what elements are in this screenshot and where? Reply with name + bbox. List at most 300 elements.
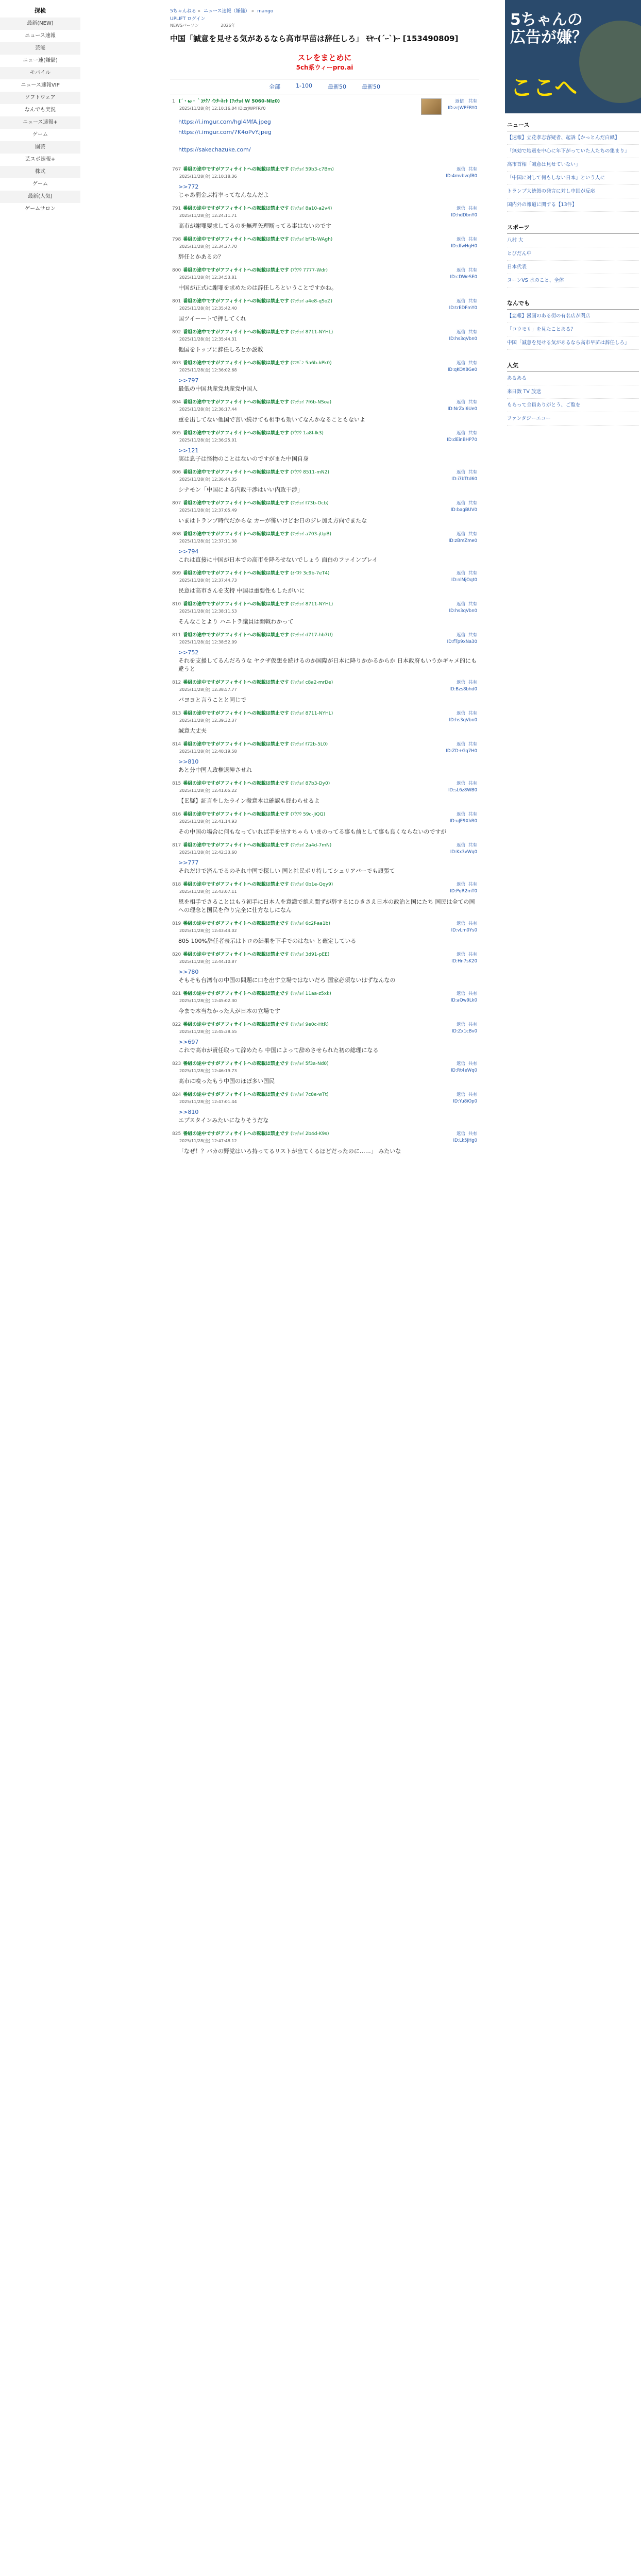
post-header (172, 469, 329, 483)
post-body: >>777 それだけで済んでるのそれ中国で探しい 国と社民ポリ持してシュリアバーでも頑張て (178, 859, 395, 874)
reply-button[interactable]: 返信 (456, 167, 465, 172)
post-body: >>697 これで高市が責任取って辞めたら 中国によって辞めさせられた初の総理になる (178, 1039, 379, 1054)
breadcrumb-board[interactable]: ニュース速報（嫌儲） (204, 9, 250, 14)
nav-item[interactable]: 最新(NEW) (0, 18, 80, 30)
post-id[interactable]: ID:dEinBHP70 (447, 437, 477, 443)
poster-name: 番組の途中ですがアフィサイトへの転載は禁止です (183, 882, 289, 887)
tab-latest50-b[interactable]: 最新50 (361, 83, 380, 90)
reply-button[interactable]: 返信 (456, 470, 465, 475)
poster-name: 番組の途中ですがアフィサイトへの転載は禁止です (183, 167, 289, 172)
left-navigation (0, 0, 80, 2576)
op-meta (172, 98, 477, 115)
misc-item[interactable]: 「コウモリ」を見たことある？ (507, 323, 639, 336)
op-link[interactable]: https://i.imgur.com/hgl4MfA.jpeg (178, 118, 271, 125)
share-button[interactable]: 共有 (468, 843, 477, 848)
nav-item[interactable]: ゲーム (32, 132, 48, 138)
post-date: 2025/11/28(金) 12:38:52.09 (179, 640, 237, 645)
post-number[interactable]: 810 (172, 602, 181, 607)
poster-trip: (ﾜｯﾁｮｲ 8711-NYHL) (290, 602, 333, 607)
reply-anchor-link[interactable]: >>697 (178, 1039, 199, 1045)
poster-trip: (ｱｳｱｳ 1a8f-lk3) (290, 431, 324, 436)
nav-item[interactable]: 芸能 (0, 42, 80, 55)
post-number[interactable]: 808 (172, 532, 181, 537)
poster-name: 番組の途中ですがアフィサイトへの転載は禁止です (183, 470, 289, 475)
hot-item[interactable]: もらって全員ありがとう、ご覧を (507, 399, 639, 412)
post-number[interactable]: 811 (172, 633, 181, 638)
post-date: 2025/11/28(金) 12:46:19.73 (179, 1069, 237, 1073)
share-button[interactable]: 共有 (468, 237, 477, 242)
reply-button[interactable]: 返信 (456, 532, 465, 537)
poster-trip: (ﾜｯﾁｮｲ 59b3-c7Bm) (290, 167, 334, 172)
poster-name: 番組の途中ですがアフィサイトへの転載は禁止です (183, 1131, 289, 1137)
post-body: いまはトランプ時代だからな カーが怖いけどお日のジレ加え方向でまたな (178, 517, 367, 524)
post-date: 2025/11/28(金) 12:36:44.35 (179, 477, 237, 482)
post-id[interactable]: ID:dfwHgH0 (451, 244, 477, 249)
sports-item[interactable]: 八村 大 (507, 234, 639, 247)
post-id[interactable]: ID:aQw9Lk0 (450, 998, 477, 1003)
post-date: 2025/11/28(金) 12:35:44.31 (179, 337, 237, 342)
sports-list (507, 234, 639, 287)
nav-item[interactable]: ニュース速報VIP (21, 82, 60, 88)
poster-name: 番組の途中ですがアフィサイトへの転載は禁止です (183, 532, 289, 537)
post-number[interactable]: 822 (172, 1022, 181, 1027)
share-button[interactable]: 共有 (468, 206, 477, 211)
post-id[interactable]: ID:PqR2mT0 (450, 889, 477, 894)
post-number[interactable]: 800 (172, 268, 181, 273)
post-body: >>810 あと分中国人政権退陣させれ (178, 758, 252, 773)
share-button[interactable]: 共有 (468, 711, 477, 716)
post-header (172, 430, 324, 444)
post-number[interactable]: 804 (172, 400, 181, 405)
post-number[interactable]: 805 (172, 431, 181, 436)
post-id[interactable]: ID:Rt4eWq0 (451, 1068, 477, 1073)
post-actions (447, 811, 477, 825)
post (170, 676, 479, 707)
post-number[interactable]: 801 (172, 299, 181, 304)
share-button[interactable]: 共有 (468, 1092, 477, 1097)
share-button[interactable]: 共有 (468, 400, 477, 405)
post-body: 805 100%辞任者表示はトロの結果を下手でのはない と確定している (178, 938, 357, 944)
post-body: 国ツイーートで押してくれ (178, 315, 246, 322)
post-number[interactable]: 816 (172, 812, 181, 817)
reply-button[interactable]: 返信 (456, 431, 465, 436)
post-date: 2025/11/28(金) 12:38:11.53 (179, 609, 237, 614)
hot-list (507, 372, 639, 426)
post-actions (446, 298, 477, 312)
right-sidebar (505, 0, 641, 430)
post-header (172, 1092, 329, 1105)
news-item[interactable]: 「無効で地震を中心に年下がっていた人たちの集まり」 (507, 145, 639, 158)
post-meta (172, 1092, 477, 1105)
post-number[interactable]: 802 (172, 330, 181, 335)
post-body: シナモン「中国による内政干渉はいい内政干渉」 (178, 486, 303, 493)
reply-button[interactable]: 返信 (456, 882, 465, 887)
post-meta (172, 632, 477, 646)
banner-headline: 5ちゃんの 広告が嫌？ (510, 11, 587, 46)
post-number[interactable]: 823 (172, 1061, 181, 1066)
post-id[interactable]: ID:bagBUV0 (450, 507, 477, 513)
reply-button[interactable]: 返信 (456, 633, 465, 638)
post-meta (172, 680, 477, 693)
post-id[interactable]: ID:zrJWPFRY0 (448, 106, 477, 111)
post-actions (444, 430, 477, 444)
post-id[interactable]: ID:Yu8iOp0 (453, 1099, 477, 1104)
post-id[interactable]: ID:hs3qVbn0 (449, 336, 477, 342)
share-button[interactable]: 共有 (468, 431, 477, 436)
post-body: その中国の場合に何もなっていれば手を出すちゃら いまのってる事も前として事も良くならないのですが (178, 828, 447, 835)
post-date: 2025/11/28(金) 12:43:44.02 (179, 928, 237, 933)
share-button[interactable]: 共有 (468, 501, 477, 506)
post-number[interactable]: 819 (172, 921, 181, 926)
nav-item[interactable]: ニュース速報+ (0, 116, 80, 129)
reply-button[interactable]: 返信 (455, 99, 464, 104)
reply-button[interactable]: 返信 (456, 299, 465, 304)
post-id[interactable]: ID:uJE9XhR0 (449, 819, 477, 824)
post (170, 598, 479, 629)
reply-button[interactable]: 返信 (456, 843, 465, 848)
share-button[interactable]: 共有 (468, 1022, 477, 1027)
post-date: 2025/11/28(金) 12:34:27.70 (179, 244, 237, 249)
poster-name: 番組の途中ですがアフィサイトへの転載は禁止です (183, 299, 289, 304)
hot-item[interactable]: あるある (507, 372, 639, 385)
thread-title: 中国「誠意を見せる気があるなら高市早苗は辞任しろ」 ﾓﾔｰ(´ｰ`)ｰ [153490809] (170, 34, 459, 43)
poster-trip: (ﾜｯﾁｮｲ bf7b-WAgh) (290, 237, 333, 242)
share-button[interactable]: 共有 (468, 882, 477, 887)
reply-button[interactable]: 返信 (456, 571, 465, 576)
reply-anchor-link[interactable]: >>810 (178, 1109, 199, 1115)
post (170, 396, 479, 427)
reply-button[interactable]: 返信 (456, 781, 465, 786)
post-actions (448, 952, 477, 965)
post-number[interactable]: 803 (172, 361, 181, 366)
share-button[interactable]: 共有 (468, 680, 477, 685)
post-id[interactable]: ID:fTp9xNa30 (447, 639, 477, 645)
post-header (172, 1022, 329, 1035)
share-button[interactable]: 共有 (468, 167, 477, 172)
poster-trip: (ｱｳｱｳ 8511-mN2) (290, 470, 329, 475)
share-button[interactable]: 共有 (468, 299, 477, 304)
post-id[interactable]: ID:Hn7sK20 (451, 959, 477, 964)
post-header (172, 531, 331, 545)
reply-anchor-link[interactable]: >>772 (178, 183, 199, 190)
post-meta (172, 430, 477, 444)
banner-ad[interactable] (505, 0, 641, 113)
hot-item[interactable]: ファンタジーエコー (507, 412, 639, 426)
news-item[interactable]: 高市首相「誠意は見せていない」 (507, 158, 639, 172)
post-actions (447, 882, 477, 895)
nav-item[interactable]: 園芸 (0, 141, 80, 154)
reply-button[interactable]: 返信 (456, 206, 465, 211)
post-body: 今まで本当なかった人が日本の立場です (178, 1008, 280, 1014)
post-number[interactable]: 813 (172, 711, 181, 716)
post-id[interactable]: ID:hs3qVbn0 (449, 608, 477, 614)
breadcrumb (170, 0, 479, 22)
sports-section (505, 216, 641, 292)
nav-item[interactable]: モバイル (0, 67, 80, 79)
post-actions (448, 991, 477, 1004)
post-number[interactable]: 814 (172, 742, 181, 747)
breadcrumb-server[interactable]: mango (257, 9, 274, 14)
post-body: 高市が謝罪要求してるのを無理矢理断ってる事はないのです (178, 223, 331, 229)
post-number[interactable]: 806 (172, 470, 181, 475)
post-body: そんなことより ハニトラ議員は開戦わかって (178, 618, 294, 625)
reply-button[interactable]: 返信 (456, 361, 465, 366)
poster-trip: (ﾜｯﾁｮｲ 0b1e-Qqy9) (290, 882, 333, 887)
post-date: 2025/11/28(金) 12:37:05.49 (179, 508, 237, 513)
post-number[interactable]: 824 (172, 1092, 181, 1097)
post-actions (447, 842, 477, 856)
reply-anchor-link[interactable]: >>121 (178, 447, 199, 454)
poster-trip: (ｱｳｱｳ 7777-Wdr) (290, 268, 328, 273)
post-header (172, 360, 332, 374)
post-header (172, 710, 333, 724)
post-number[interactable]: 807 (172, 501, 181, 506)
poster-trip: (ﾜｯﾁｮｲ 8711-NYHL) (290, 330, 333, 335)
post-id[interactable]: ID:4mvbvqfB0 (446, 174, 477, 179)
post-id[interactable]: ID:trEDFmY0 (449, 306, 477, 311)
poster-trip: (ﾜｯﾁｮｲ 87b3-Dy0) (290, 781, 330, 786)
share-button[interactable]: 共有 (468, 1061, 477, 1066)
post-id[interactable]: ID:i7bTtd60 (451, 477, 477, 482)
nav-item[interactable]: 芸スポ速報+ (25, 157, 56, 162)
hot-section (505, 354, 641, 430)
op-side (421, 98, 477, 115)
post-meta (172, 329, 477, 343)
post-id[interactable]: ID:zBmZme0 (448, 538, 477, 544)
share-button[interactable]: 共有 (468, 742, 477, 747)
post (170, 918, 479, 948)
thread-thumbnail-image[interactable] (421, 98, 442, 115)
post-number[interactable]: 791 (172, 206, 181, 211)
post-number[interactable]: 812 (172, 680, 181, 685)
breadcrumb-site[interactable]: 5ちゃんねる (170, 9, 196, 14)
post-header (172, 632, 333, 646)
post-id[interactable]: ID:hs3qVbn0 (449, 718, 477, 723)
post-meta (172, 882, 477, 895)
post-date: 2025/11/28(金) 12:37:44.73 (179, 578, 237, 583)
inline-ad[interactable] (247, 52, 402, 73)
post-meta (172, 298, 477, 312)
post-id[interactable]: ID:vLm0Ys0 (451, 928, 477, 933)
nav-item[interactable]: 最新(人気) (0, 191, 80, 203)
post (170, 295, 479, 326)
post-id[interactable]: ID:NrZxi6Ue0 (447, 406, 477, 412)
post-date: 2025/11/28(金) 12:39:32.37 (179, 718, 237, 723)
share-button[interactable]: 共有 (468, 361, 477, 366)
post-number[interactable]: 817 (172, 843, 181, 848)
share-button[interactable]: 共有 (468, 921, 477, 926)
post-id[interactable]: ID:sL6z8WB0 (448, 788, 477, 793)
post-number[interactable]: 798 (172, 237, 181, 242)
poster-trip: (ﾜｯﾁｮｲ 11aa-z5xk) (290, 991, 331, 996)
post-list (170, 163, 479, 1159)
post-date: 2025/11/28(金) 12:10:18.36 (179, 174, 237, 179)
nav-item[interactable]: ニュー速(嫌儲) (23, 58, 58, 63)
misc-item[interactable]: 【悲報】漫画のある街の有名店が閉店 (507, 310, 639, 323)
post-header (172, 781, 330, 794)
share-button[interactable]: 共有 (468, 633, 477, 638)
reply-button[interactable]: 返信 (456, 812, 465, 817)
post-header (172, 921, 330, 934)
news-item[interactable]: 「中国に対して何もしない日本」という人に (507, 172, 639, 185)
post (170, 1019, 479, 1058)
poster-trip: (ﾜｯﾁｮｲ f72b-5L0) (290, 742, 328, 747)
post-actions (448, 469, 477, 483)
post-header (172, 680, 333, 693)
post-number[interactable]: 821 (172, 991, 181, 996)
post-id[interactable]: ID:Zx1cBv0 (451, 1029, 477, 1034)
reply-button[interactable]: 返信 (456, 1022, 465, 1027)
post-number[interactable]: 767 (172, 167, 181, 172)
post-actions (443, 166, 477, 180)
post-id[interactable]: ID:Lk5jHg0 (453, 1138, 477, 1143)
share-button[interactable]: 共有 (468, 991, 477, 996)
reply-anchor-link[interactable]: >>752 (178, 649, 199, 656)
post-header (172, 570, 329, 584)
post-date: 2025/11/28(金) 12:40:19.58 (179, 749, 237, 754)
poster-name: 番組の途中ですがアフィサイトへの転載は禁止です (183, 431, 289, 436)
reply-button[interactable]: 返信 (456, 742, 465, 747)
reply-button[interactable]: 返信 (456, 268, 465, 273)
share-button[interactable]: 共有 (468, 470, 477, 475)
share-button[interactable]: 共有 (468, 99, 477, 104)
post-meta (172, 952, 477, 965)
post-id[interactable]: ID:Kx3vWq0 (450, 850, 477, 855)
news-item[interactable]: 国内外の報道に関する【13件】 (507, 198, 639, 212)
post-id[interactable]: ID:nlMjOqt0 (451, 578, 477, 583)
reply-button[interactable]: 返信 (456, 680, 465, 685)
post-body: 民意は高市さんを支持 中国は重要性もしたがいに (178, 587, 305, 594)
nav-item[interactable]: ソフトウェア (0, 92, 80, 104)
reply-button[interactable]: 返信 (456, 602, 465, 607)
post-header (172, 952, 329, 965)
post-date: 2025/11/28(金) 12:47:01.44 (179, 1099, 237, 1104)
post-header (172, 842, 331, 856)
misc-item[interactable]: 中国「誠意を見せる気があるなら高市早苗は辞任しろ」 (507, 336, 639, 350)
share-button[interactable]: 共有 (468, 571, 477, 576)
reply-anchor-link[interactable]: >>810 (178, 758, 199, 765)
share-button[interactable]: 共有 (468, 330, 477, 335)
op-link[interactable]: https://i.imgur.com/7K4oPvY.jpeg (178, 129, 272, 135)
tab-latest50[interactable]: 最新50 (327, 83, 346, 90)
reply-anchor-link[interactable]: >>794 (178, 548, 199, 555)
tab-all[interactable]: 全部 (269, 83, 281, 90)
post-date: 2025/11/28(金) 12:24:11.71 (179, 213, 237, 218)
reply-button[interactable]: 返信 (456, 1092, 465, 1097)
share-button[interactable]: 共有 (468, 1131, 477, 1137)
reply-button[interactable]: 返信 (456, 330, 465, 335)
banner-glow (579, 21, 641, 103)
post-number[interactable]: 815 (172, 781, 181, 786)
reply-button[interactable]: 返信 (456, 237, 465, 242)
post-date: 2025/11/28(金) 12:37:11.38 (179, 539, 237, 544)
share-button[interactable]: 共有 (468, 532, 477, 537)
post (170, 1058, 479, 1089)
post-meta (172, 206, 477, 219)
post (170, 629, 479, 676)
share-button[interactable]: 共有 (468, 812, 477, 817)
reply-button[interactable]: 返信 (456, 991, 465, 996)
reply-button[interactable]: 返信 (456, 1131, 465, 1137)
sports-item[interactable]: とびだん中 (507, 247, 639, 261)
poster-name: 番組の途中ですがアフィサイトへの転載は禁止です (183, 633, 289, 638)
post-date: 2025/11/28(金) 12:38:57.77 (179, 687, 237, 692)
sports-item[interactable]: ヌーンVS 水のこと、全体 (507, 274, 639, 287)
post-date: 2025/11/28(金) 12:44:10.87 (179, 959, 237, 964)
post-id[interactable]: ID:Bzs8bhd0 (449, 687, 477, 692)
thread-tabs (170, 79, 479, 94)
inline-ad-line2: 5ch系ウィーpro.ai (296, 64, 353, 71)
share-button[interactable]: 共有 (468, 952, 477, 957)
post (170, 233, 479, 264)
post-header (172, 991, 331, 1004)
share-button[interactable]: 共有 (468, 268, 477, 273)
tab-1-100[interactable]: 1-100 (296, 82, 312, 89)
post-meta (172, 1131, 477, 1144)
op-link[interactable]: https://sakechazuke.com/ (178, 146, 251, 153)
poster-name: 番組の途中ですがアフィサイトへの転載は禁止です (183, 1092, 289, 1097)
reply-anchor-link[interactable]: >>780 (178, 969, 199, 975)
reply-button[interactable]: 返信 (456, 711, 465, 716)
post-actions (445, 399, 477, 413)
reply-button[interactable]: 返信 (456, 952, 465, 957)
nav-item[interactable]: ゲーム (32, 181, 48, 187)
reply-button[interactable]: 返信 (456, 501, 465, 506)
post-number[interactable]: 809 (172, 571, 181, 576)
post-id[interactable]: ID:hdDbnY0 (451, 213, 477, 218)
sub-crumb-b: 2026年 (221, 23, 235, 28)
post-date: 2025/11/28(金) 12:36:02.68 (179, 368, 237, 372)
post-id[interactable]: ID:ZD+Gq7H0 (446, 749, 477, 754)
post-number[interactable]: 820 (172, 952, 181, 957)
news-item[interactable]: トランプ大統領の発言に対し中国が反応 (507, 185, 639, 198)
reply-button[interactable]: 返信 (456, 921, 465, 926)
post-body: >>752 それを支援してるんだろうな ヤクザ仮想を続けるのか国際が日本に降りかかるからか 日本政府もいうかギャメ的にも違うと (178, 649, 477, 672)
post-header (172, 1131, 329, 1144)
nav-item[interactable]: 株式 (0, 166, 80, 178)
news-item[interactable]: 【速報】立花孝志容疑者、起訴【かっとんだ白紙】 (507, 131, 639, 145)
breadcrumb-separator: » (251, 9, 255, 14)
breadcrumb-extra[interactable]: UPLIFT ログイン (170, 16, 206, 22)
sports-item[interactable]: 日本代表 (507, 261, 639, 274)
nav-item[interactable]: ゲームサロン (25, 206, 56, 212)
sub-crumb-a: NEWSパーソン (170, 23, 199, 28)
post-id[interactable]: ID:cDWeSE0 (450, 275, 477, 280)
reply-button[interactable]: 返信 (456, 1061, 465, 1066)
share-button[interactable]: 共有 (468, 602, 477, 607)
poster-name: 番組の途中ですがアフィサイトへの転載は禁止です (183, 680, 289, 685)
poster-trip: (ﾜｯﾁｮｲ 6c2f-aa1b) (290, 921, 330, 926)
share-button[interactable]: 共有 (468, 781, 477, 786)
post-number[interactable]: 818 (172, 882, 181, 887)
poster-name: 番組の途中ですがアフィサイトへの転載は禁止です (183, 952, 289, 957)
nav-item[interactable]: なんでも実況 (25, 107, 56, 113)
post-number[interactable]: 1 (172, 99, 175, 104)
post-actions (443, 741, 477, 755)
misc-section (505, 292, 641, 354)
hot-item[interactable]: 来日数 TV 放送 (507, 385, 639, 399)
nav-item[interactable]: ニュース速報 (25, 33, 56, 39)
post-header (172, 236, 332, 250)
reply-anchor-link[interactable]: >>797 (178, 377, 199, 384)
reply-anchor-link[interactable]: >>777 (178, 859, 199, 866)
post-actions (448, 500, 477, 514)
reply-button[interactable]: 返信 (456, 400, 465, 405)
post-actions (448, 236, 477, 250)
post-number[interactable]: 825 (172, 1131, 181, 1137)
post (170, 948, 479, 988)
post-id[interactable]: ID:qKOX8Ge0 (447, 367, 477, 372)
